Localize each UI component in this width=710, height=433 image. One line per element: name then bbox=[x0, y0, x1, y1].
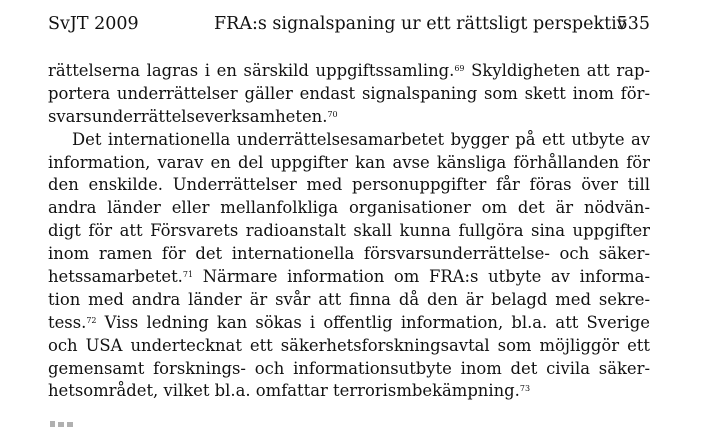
page-number: 535 bbox=[616, 14, 650, 34]
line-text: information, varav en del uppgifter kan avse känsliga förhållanden för bbox=[48, 152, 650, 172]
text-line bbox=[48, 289, 650, 312]
line-text-continuation: Närmare information om FRA:s utbyte av informa- bbox=[193, 267, 650, 287]
text-line bbox=[48, 197, 650, 220]
line-text-continuation: Viss ledning kan sökas i offentlig information, bl.a. att Sverige bbox=[96, 312, 650, 332]
footnote-marker[interactable]: 69 bbox=[454, 64, 465, 73]
line-text: tion med andra länder är svår att finna då den är belagd med sekre- bbox=[48, 289, 650, 309]
text-line bbox=[48, 129, 650, 152]
text-line bbox=[48, 106, 650, 129]
article-body bbox=[48, 60, 650, 403]
paragraph bbox=[48, 60, 650, 129]
text-line bbox=[48, 358, 650, 381]
journal-name: SvJT 2009 bbox=[48, 14, 139, 34]
line-text: och USA undertecknat ett säkerhetsforskningsavtal som möjliggör ett bbox=[48, 335, 650, 355]
line-text: hetsområdet, vilket bl.a. omfattar terrorismbekämpning. bbox=[48, 381, 520, 401]
footnote-marker[interactable]: 70 bbox=[327, 109, 338, 119]
line-text: andra länder eller mellanfolkliga organisationer om det är nödvän- bbox=[48, 198, 650, 218]
paragraph bbox=[48, 129, 650, 404]
article-title: FRA:s signalspaning ur ett rättsligt perspektiv bbox=[214, 14, 627, 34]
text-line bbox=[48, 152, 650, 175]
line-text: Det internationella underrättelsesamarbetet bygger på ett utbyte av bbox=[72, 129, 650, 149]
footnote-marker[interactable]: 73 bbox=[519, 384, 531, 394]
text-line bbox=[48, 380, 650, 403]
text-line bbox=[48, 174, 650, 197]
footnote-marker[interactable]: 72 bbox=[86, 315, 97, 325]
text-line bbox=[48, 220, 650, 243]
line-text: portera underrättelser gäller endast signalspaning som skett inom för- bbox=[48, 83, 650, 103]
text-line bbox=[48, 243, 650, 266]
line-text: hetssamarbetet. bbox=[48, 267, 183, 287]
line-text: gemensamt forsknings- och informationsutbyte inom det civila säker- bbox=[48, 358, 650, 378]
line-text: tess. bbox=[48, 312, 87, 332]
running-header bbox=[48, 14, 650, 38]
text-line bbox=[48, 335, 650, 358]
text-line bbox=[48, 83, 650, 106]
text-line bbox=[48, 312, 650, 335]
text-line bbox=[48, 60, 650, 83]
footnote-marker[interactable]: 71 bbox=[182, 270, 194, 280]
line-text: svarsunderrättelseverksamheten. bbox=[48, 106, 328, 126]
text-line bbox=[48, 266, 650, 289]
line-text: digt för att Försvarets radioanstalt skall kunna fullgöra sina uppgifter bbox=[48, 221, 650, 241]
line-text-continuation: Skyldigheten att rap- bbox=[464, 61, 651, 80]
line-text: den enskilde. Underrättelser med personuppgifter får föras över till bbox=[48, 175, 650, 195]
line-text: inom ramen för det internationella försvarsunderrättelse- och säker- bbox=[48, 244, 650, 264]
line-text: rättelserna lagras i en särskild uppgiftssamling. bbox=[48, 61, 455, 80]
